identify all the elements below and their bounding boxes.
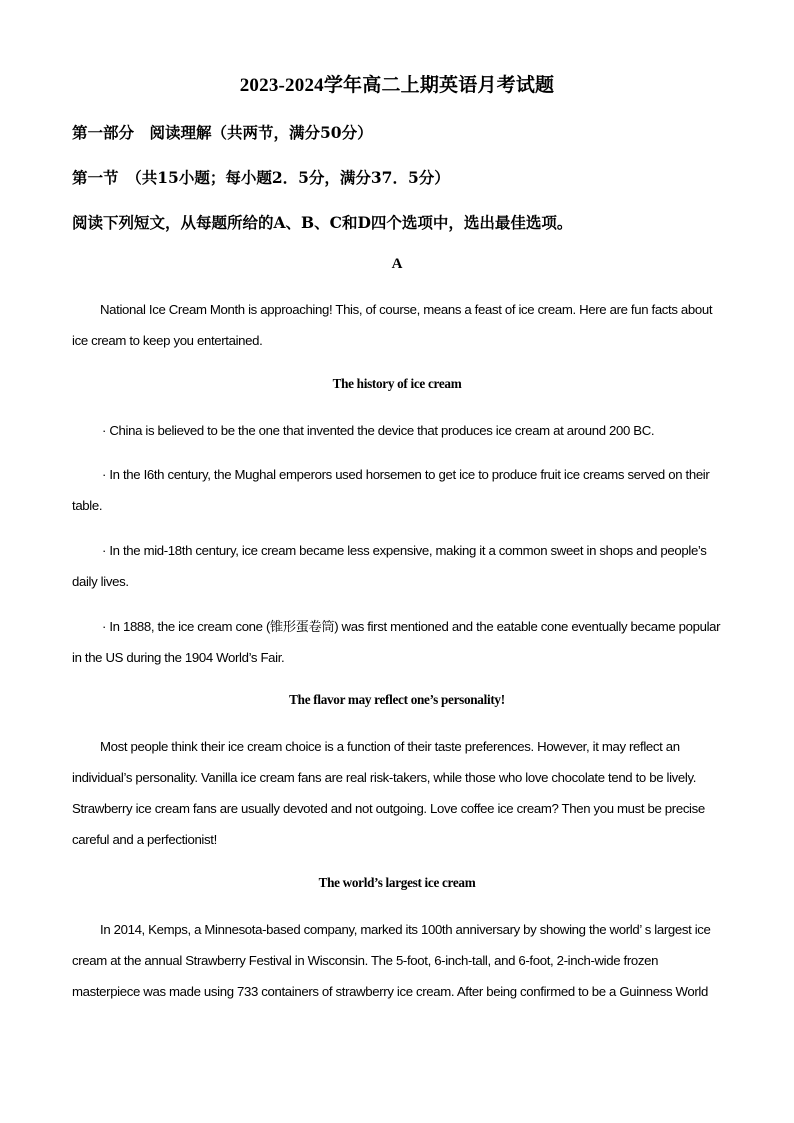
history-bullet-text: · In 1888, the ice cream cone (锥形蛋卷筒) was first mentioned and the eatable cone eventually became popular in the US during the 1904 World’s Fair. xyxy=(72,619,721,665)
history-bullet xyxy=(72,611,722,673)
history-bullet-text: · In the I6th century, the Mughal emperors used horsemen to get ice to produce fruit ice creams served on their table. xyxy=(72,467,710,513)
history-bullet-text: · China is believed to be the one that invented the device that produces ice cream at around 200 BC. xyxy=(102,423,655,438)
flavor-text: Most people think their ice cream choice is a function of their taste preferences. However, it may reflect an individual’s personality. Vanilla ice cream fans are real risk-takers, while those who love chocolate tend to be lively. Strawberry ice cream fans are usually devoted and not outgoing. Love coffee ice cream? Then you must be precise careful and a perfectionist! xyxy=(72,739,705,847)
flavor-paragraph xyxy=(72,731,722,855)
largest-paragraph xyxy=(72,914,722,1007)
history-bullet xyxy=(72,459,722,521)
intro-paragraph xyxy=(72,294,722,356)
largest-text: In 2014, Kemps, a Minnesota-based company, marked its 100th anniversary by showing the world’ s largest ice cream at the annual Strawberry Festival in Wisconsin. The 5-foot, 6-inch-tall, and 6-foot, 2-inch-wide frozen masterpiece was made using 733 containers of strawberry ice cream. After being confirmed to be a Guinness World xyxy=(72,922,711,999)
section-one-heading: 第一节 （共15小题；每小题2．5分，满分37．5分） xyxy=(72,168,450,187)
history-bullet xyxy=(72,415,722,446)
largest-heading: The world’s largest ice cream xyxy=(318,875,476,890)
passage-label: A xyxy=(391,256,403,272)
page-title: 2023-2024学年高二上期英语月考试题 xyxy=(239,75,555,96)
part-one-heading: 第一部分 阅读理解（共两节，满分50分） xyxy=(72,123,373,142)
history-bullet xyxy=(72,535,722,597)
intro-text: National Ice Cream Month is approaching! This, of course, means a feast of ice cream. Here are fun facts about ice cream to keep you entertained. xyxy=(72,302,713,348)
flavor-heading: The flavor may reflect one’s personality! xyxy=(289,692,505,707)
instructions: 阅读下列短文，从每题所给的A、B、C和D四个选项中，选出最佳选项。 xyxy=(72,213,573,232)
history-bullet-text: · In the mid-18th century, ice cream became less expensive, making it a common sweet in shops and people’s daily lives. xyxy=(72,543,707,589)
history-heading: The history of ice cream xyxy=(332,376,462,391)
